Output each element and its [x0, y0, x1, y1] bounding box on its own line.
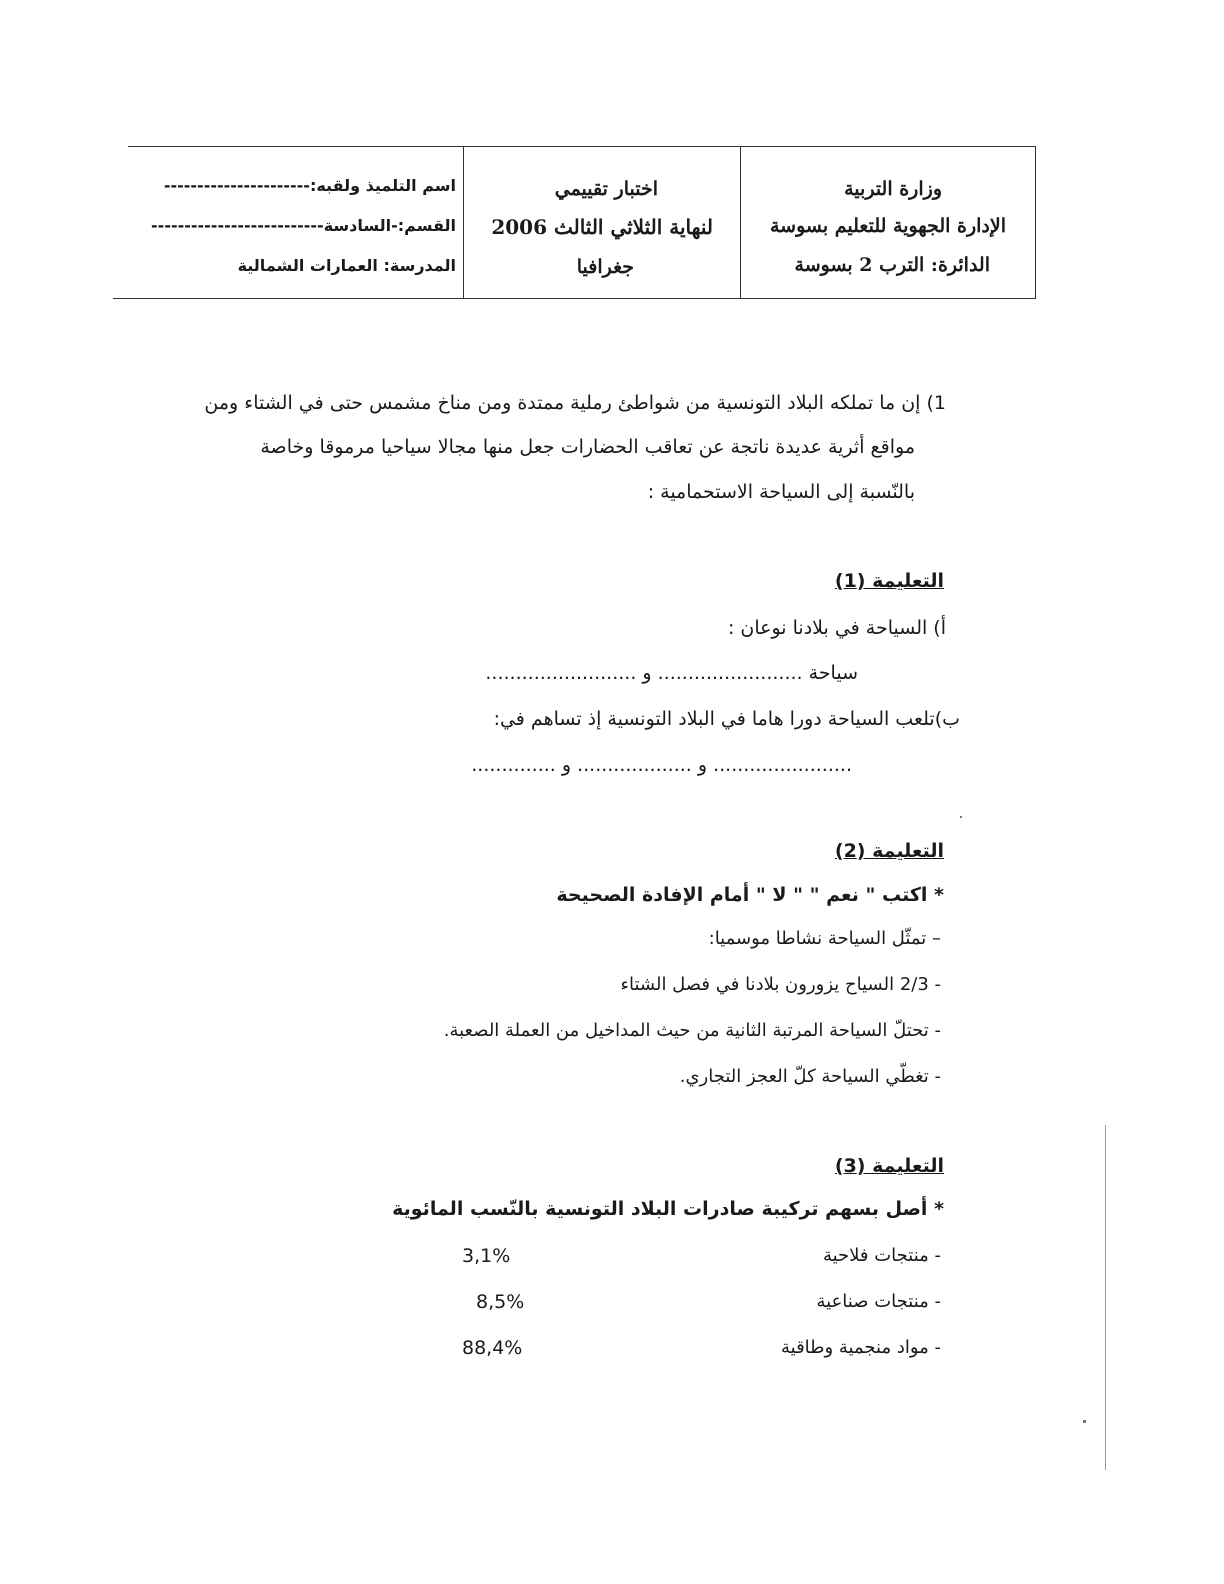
statement-1[interactable]: – تمثّل السياحة نشاطا موسميا: — [708, 928, 941, 949]
header-top-border-left — [128, 146, 466, 147]
exam-type: اختبار تقييمي — [554, 178, 658, 200]
question-a: أ) السياحة في بلادنا نوعان : — [727, 617, 946, 639]
header-bottom-border — [113, 298, 1036, 299]
export-label-mining-energy[interactable]: - مواد منجمية وطاقية — [781, 1337, 941, 1358]
exam-period: لنهاية الثلاثي الثالث 2006 — [491, 215, 713, 239]
section-3-instruction: * أصل بسهم تركيبة صادرات البلاد التونسية بالنّسب المائوية — [392, 1198, 944, 1220]
section-3-title: التعليمة (3) — [834, 1155, 944, 1177]
class-field[interactable]: القسم:-السادسة-------------------------- — [151, 216, 456, 235]
student-name-field[interactable]: اسم التلميذ ولقبه:---------------------- — [163, 176, 456, 195]
scan-speck — [960, 816, 962, 818]
export-label-agricultural[interactable]: - منتجات فلاحية — [822, 1245, 941, 1266]
header-top-border-right — [466, 146, 1036, 147]
scan-speck — [1083, 1420, 1086, 1423]
answer-a-blanks[interactable]: سياحة ........................ و ......................... — [485, 662, 858, 684]
export-value-mining-energy[interactable]: 88,4% — [462, 1337, 523, 1359]
exam-subject: جغرافيا — [576, 256, 634, 278]
ministry-name: وزارة التربية — [844, 178, 942, 200]
scan-margin-line — [1105, 1125, 1106, 1470]
export-value-industrial[interactable]: 8,5% — [476, 1291, 525, 1313]
section-1-title: التعليمة (1) — [834, 570, 944, 592]
intro-line-1: 1) إن ما تملكه البلاد التونسية من شواطئ رملية ممتدة ومن مناخ مشمس حتى في الشتاء ومن — [204, 392, 946, 414]
export-label-industrial[interactable]: - منتجات صناعية — [816, 1291, 941, 1312]
statement-4[interactable]: - تغطّي السياحة كلّ العجز التجاري. — [679, 1066, 941, 1087]
regional-directorate: الإدارة الجهوية للتعليم بسوسة — [769, 215, 1006, 237]
header-divider-left — [463, 146, 464, 298]
intro-line-3: بالنّسبة إلى السياحة الاستحمامية : — [647, 481, 915, 503]
school-field: المدرسة: العمارات الشمالية — [237, 256, 456, 275]
section-2-title: التعليمة (2) — [834, 840, 944, 862]
header-divider-right — [740, 146, 741, 298]
statement-2[interactable]: - 2/3 السياح يزورون بلادنا في فصل الشتاء — [620, 974, 941, 995]
intro-line-2: مواقع أثرية عديدة ناتجة عن تعاقب الحضارات جعل منها مجالا سياحيا مرموقا وخاصة — [260, 436, 915, 458]
answer-b-blanks[interactable]: ....................... و ................... و .............. — [471, 754, 852, 776]
export-value-agricultural[interactable]: 3,1% — [462, 1245, 511, 1267]
question-b: ب)تلعب السياحة دورا هاما في البلاد التونسية إذ تساهم في: — [493, 708, 960, 730]
statement-3[interactable]: - تحتلّ السياحة المرتبة الثانية من حيث المداخيل من العملة الصعبة. — [443, 1020, 941, 1041]
section-2-instruction: * اكتب " نعم " " لا " أمام الإفادة الصحيحة — [556, 884, 944, 906]
district: الدائرة: الترب 2 بسوسة — [794, 254, 990, 276]
header-right-border — [1035, 146, 1036, 298]
